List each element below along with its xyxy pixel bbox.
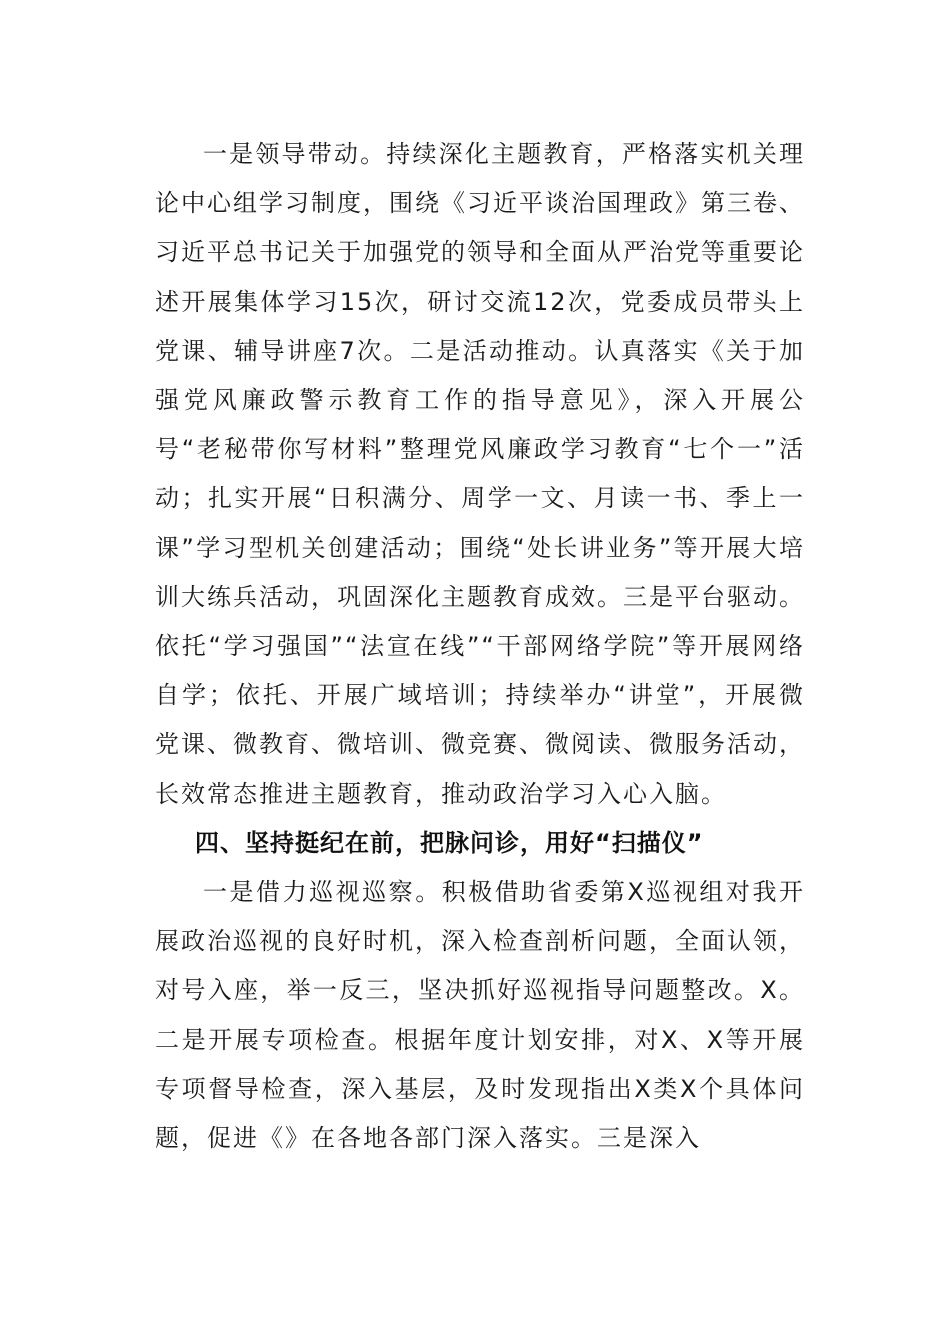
section-heading-four: 四、坚持挺纪在前，把脉问诊，用好“扫描仪” [195, 828, 704, 857]
paragraph-inspection: 一是借力巡视巡察。积极借助省委第X巡视组对我开展政治巡视的良好时机，深入检查剖析问题，全面认领，对号入座，举一反三，坚决抓好巡视指导问题整改。X。二是开展专项检查。根据年度计划安排，对X、X等开展专项督导检查，深入基层，及时发现指出X类X个具体问题，促进《》在各地各部门深入落实。三是深入 [155, 878, 805, 1153]
document-body [155, 130, 805, 1163]
paragraph-leadership-study: 一是领导带动。持续深化主题教育，严格落实机关理论中心组学习制度，围绕《习近平谈治国理政》第三卷、习近平总书记关于加强党的领导和全面从严治党等重要论述开展集体学习15次，研讨交流12次，党委成员带头上党课、辅导讲座7次。二是活动推动。认真落实《关于加强党风廉政警示教育工作的指导意见》，深入开展公号“老秘带你写材料”整理党风廉政学习教育“七个一”活动；扎实开展“日积满分、周学一文、月读一书、季上一课”学习型机关创建活动；围绕“处长讲业务”等开展大培训大练兵活动，巩固深化主题教育成效。三是平台驱动。依托“学习强国”“法宣在线”“干部网络学院”等开展网络自学；依托、开展广域培训；持续举办“讲堂”，开展微党课、微教育、微培训、微竞赛、微阅读、微服务活动，长效常态推进主题教育，推动政治学习入心入脑。 [155, 140, 805, 808]
